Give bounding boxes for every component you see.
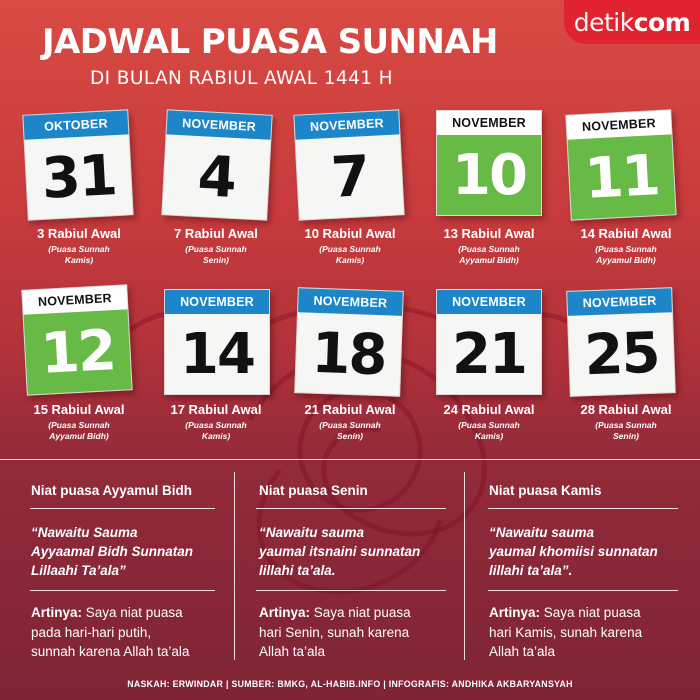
- fasting-note-line-2: Kamis): [474, 431, 504, 441]
- fasting-note-line-2: Senin): [337, 431, 363, 441]
- calendar-card-nov-10: [436, 110, 542, 216]
- fasting-note: [14, 244, 144, 266]
- intention-heading-kamis: Niat puasa Kamis: [489, 483, 602, 498]
- fasting-note-line-2: Kamis): [64, 255, 94, 265]
- calendar-card-nov-12: [21, 284, 132, 395]
- fasting-note-line-2: Senin): [203, 255, 229, 265]
- fasting-note-line-2: Kamis): [201, 431, 231, 441]
- calendar-month: NOVEMBER: [566, 110, 671, 140]
- fasting-note: [424, 420, 554, 442]
- fasting-note-line-2: Ayyamul Bidh): [459, 255, 519, 265]
- intention-line: “Nawaitu Sauma: [31, 525, 138, 540]
- hijri-date: 24 Rabiul Awal: [443, 402, 535, 417]
- column-underline: [256, 508, 446, 509]
- page-subtitle: DI BULAN RABIUL AWAL 1441 H: [90, 68, 393, 89]
- logo-text-light: detik: [573, 7, 634, 37]
- column-underline: [256, 590, 446, 591]
- meaning-line: Saya niat puasa: [82, 605, 183, 620]
- fasting-note-line-1: (Puasa Sunnah: [319, 244, 381, 254]
- calendar-month: NOVEMBER: [167, 110, 272, 139]
- intention-text-kamis: [489, 523, 694, 580]
- calendar-card-nov-7: [293, 109, 404, 220]
- column-divider: [464, 472, 465, 660]
- fasting-note: [561, 420, 691, 442]
- intention-heading-ayyamul-bidh: Niat puasa Ayyamul Bidh: [31, 483, 193, 498]
- calendar-month: NOVEMBER: [294, 110, 399, 139]
- logo-text-bold: com: [633, 7, 691, 37]
- section-divider: [0, 459, 700, 460]
- meaning-label: Artinya:: [489, 605, 541, 620]
- fasting-note-line-1: (Puasa Sunnah: [319, 420, 381, 430]
- intention-line: lillahi ta’ala.: [259, 563, 336, 578]
- calendar-day: 21: [452, 321, 526, 387]
- calendar-day: 31: [40, 142, 118, 212]
- fasting-note-line-1: (Puasa Sunnah: [458, 244, 520, 254]
- calendar-day: 12: [24, 309, 132, 394]
- calendar-day: 11: [568, 134, 676, 219]
- fasting-note-line-2: Ayyamul Bidh): [596, 255, 656, 265]
- hijri-date: 13 Rabiul Awal: [443, 226, 535, 241]
- calendar-day: 4: [196, 143, 237, 211]
- intention-line: yaumal itsnaini sunnatan: [259, 544, 421, 559]
- hijri-date: 21 Rabiul Awal: [304, 402, 396, 417]
- fasting-note-line-2: Senin): [613, 431, 639, 441]
- intention-line: yaumal khomiisi sunnatan: [489, 544, 658, 559]
- credits-footer: NASKAH: ERWINDAR | SUMBER: BMKG, AL-HABIB.INFO | INFOGRAFIS: ANDHIKA AKBARYANSYAH: [127, 679, 573, 689]
- hijri-date: 15 Rabiul Awal: [33, 402, 125, 417]
- column-underline: [30, 590, 215, 591]
- fasting-note-line-1: (Puasa Sunnah: [595, 420, 657, 430]
- fasting-note: [424, 244, 554, 266]
- fasting-note-line-2: Kamis): [335, 255, 365, 265]
- calendar-card-nov-4: [161, 109, 272, 220]
- fasting-note-line-1: (Puasa Sunnah: [185, 420, 247, 430]
- meaning-line: Saya niat puasa: [540, 605, 641, 620]
- column-underline: [30, 508, 215, 509]
- meaning-line: sunnah karena Allah ta’ala: [31, 644, 190, 659]
- meaning-line: hari Senin, sunah karena: [259, 624, 410, 640]
- calendar-month: NOVEMBER: [567, 288, 672, 316]
- hijri-date: 3 Rabiul Awal: [37, 226, 121, 241]
- meaning-line: Saya niat puasa: [310, 605, 411, 620]
- fasting-note: [151, 420, 281, 442]
- calendar-month: NOVEMBER: [165, 290, 269, 314]
- meaning-label: Artinya:: [31, 605, 83, 620]
- fasting-note: [285, 420, 415, 442]
- detikcom-logo: [564, 0, 700, 44]
- calendar-month: NOVEMBER: [298, 288, 403, 316]
- hijri-date: 28 Rabiul Awal: [580, 402, 672, 417]
- meaning-line: hari Kamis, sunah karena: [489, 624, 643, 640]
- hijri-date: 17 Rabiul Awal: [170, 402, 262, 417]
- calendar-month: OKTOBER: [23, 110, 128, 139]
- calendar-card-nov-14: [164, 289, 270, 395]
- calendar-day: 14: [180, 321, 254, 387]
- intention-text-ayyamul-bidh: [31, 523, 236, 580]
- calendar-day: 25: [583, 320, 660, 388]
- meaning-text-ayyamul-bidh: [31, 603, 236, 662]
- calendar-day: 7: [329, 143, 370, 211]
- meaning-text-kamis: [489, 603, 694, 662]
- intention-line: Ayyaamal Bidh Sunnatan: [31, 544, 194, 559]
- fasting-note: [285, 244, 415, 266]
- meaning-line: Allah ta’ala: [259, 644, 326, 659]
- calendar-day: 18: [310, 320, 387, 388]
- calendar-card-oct-31: [22, 109, 133, 220]
- fasting-note-line-1: (Puasa Sunnah: [458, 420, 520, 430]
- intention-line: Lillaahi Ta’ala”: [31, 563, 126, 578]
- fasting-note: [151, 244, 281, 266]
- fasting-note: [14, 420, 144, 442]
- fasting-note-line-1: (Puasa Sunnah: [185, 244, 247, 254]
- meaning-text-senin: [259, 603, 464, 662]
- hijri-date: 14 Rabiul Awal: [580, 226, 672, 241]
- intention-text-senin: [259, 523, 464, 580]
- hijri-date: 10 Rabiul Awal: [304, 226, 396, 241]
- meaning-line: pada hari-hari putih,: [31, 624, 152, 640]
- meaning-line: Allah ta’ala: [489, 644, 556, 659]
- fasting-note-line-2: Ayyamul Bidh): [49, 431, 109, 441]
- hijri-date: 7 Rabiul Awal: [174, 226, 258, 241]
- page-title: JADWAL PUASA SUNNAH: [42, 22, 498, 62]
- calendar-card-nov-11: [565, 109, 676, 220]
- calendar-card-nov-18: [294, 287, 404, 397]
- fasting-note-line-1: (Puasa Sunnah: [48, 420, 110, 430]
- fasting-note: [561, 244, 691, 266]
- calendar-card-nov-25: [566, 287, 676, 397]
- fasting-note-line-1: (Puasa Sunnah: [48, 244, 110, 254]
- fasting-note-line-1: (Puasa Sunnah: [595, 244, 657, 254]
- calendar-month: NOVEMBER: [22, 285, 127, 315]
- intention-line: lillahi ta’ala”.: [489, 563, 573, 578]
- calendar-month: NOVEMBER: [437, 290, 541, 314]
- column-underline: [488, 508, 678, 509]
- meaning-label: Artinya:: [259, 605, 311, 620]
- calendar-month: NOVEMBER: [437, 111, 541, 136]
- intention-line: “Nawaitu sauma: [259, 525, 365, 540]
- calendar-card-nov-21: [436, 289, 542, 395]
- intention-line: “Nawaitu sauma: [489, 525, 595, 540]
- intention-heading-senin: Niat puasa Senin: [259, 483, 368, 498]
- calendar-day: 10: [437, 135, 541, 215]
- column-underline: [488, 590, 678, 591]
